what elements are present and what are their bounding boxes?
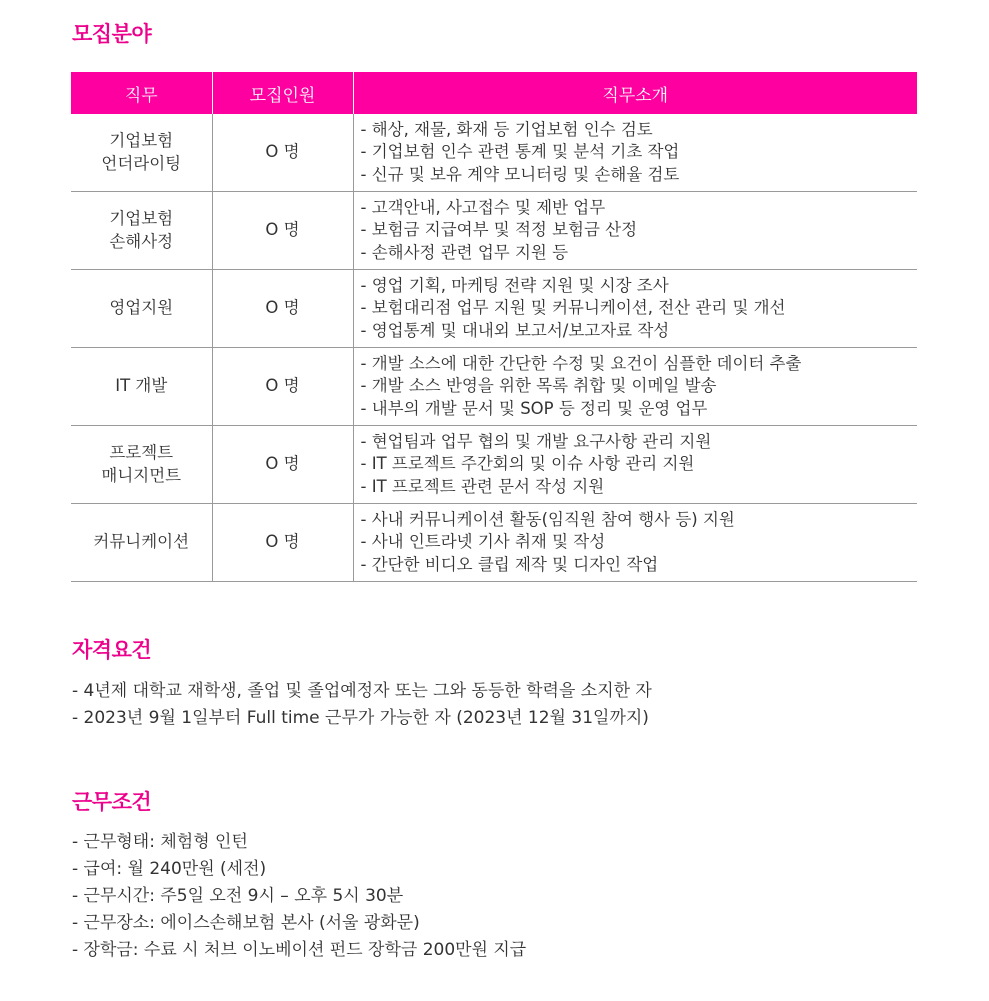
job-name-line: 프로젝트 (109, 443, 174, 462)
job-description-line: - 손해사정 관련 업무 지원 등 (360, 242, 569, 262)
table-header-row (71, 72, 917, 114)
job-description-line: - 영업 기획, 마케팅 전략 지원 및 시장 조사 (360, 275, 669, 295)
headcount-cell: O 명 (212, 426, 353, 504)
header-job: 직무 (71, 72, 212, 114)
job-name-line: 영업지원 (109, 298, 174, 318)
qualifications-list (72, 678, 652, 732)
job-name-line: 언더라이팅 (101, 153, 182, 173)
job-description-line: - 내부의 개발 문서 및 SOP 등 정리 및 운영 업무 (360, 398, 708, 418)
job-name-cell (71, 192, 212, 270)
job-description-line: - 보험대리점 업무 지원 및 커뮤니케이션, 전산 관리 및 개선 (360, 298, 786, 318)
table-row (71, 270, 917, 348)
list-item: - 근무형태: 체험형 인턴 (72, 832, 248, 852)
job-description-cell (353, 348, 917, 426)
job-description-line: - 해상, 재물, 화재 등 기업보험 인수 검토 (360, 119, 653, 139)
job-description-line: - IT 프로젝트 주간회의 및 이슈 사항 관리 지원 (360, 454, 695, 474)
job-description-line: - 영업통계 및 대내외 보고서/보고자료 작성 (360, 320, 670, 340)
job-description-line: - 개발 소스에 대한 간단한 수정 및 요건이 심플한 데이터 추출 (360, 353, 802, 373)
conditions-list (72, 829, 526, 964)
headcount-cell: O 명 (212, 348, 353, 426)
job-description-line: - 기업보험 인수 관련 통계 및 분석 기초 작업 (360, 142, 680, 162)
job-description-cell (353, 270, 917, 348)
job-description-cell (353, 426, 917, 504)
job-name-cell (71, 504, 212, 582)
conditions-section-title: 근무조건 (72, 790, 152, 814)
job-name-line: IT 개발 (115, 376, 168, 396)
job-description-line: - 신규 및 보유 계약 모니터링 및 손해율 검토 (360, 164, 680, 184)
list-item: - 2023년 9월 1일부터 Full time 근무가 가능한 자 (2023년 12월 31일까지) (72, 708, 649, 728)
job-name-cell (71, 114, 212, 192)
list-item: - 4년제 대학교 재학생, 졸업 및 졸업예정자 또는 그와 동등한 학력을 소지한 자 (72, 681, 652, 701)
table-row (71, 114, 917, 192)
job-name-cell (71, 426, 212, 504)
job-name-line: 기업보험 (109, 209, 174, 228)
table-row (71, 348, 917, 426)
job-description-cell (353, 192, 917, 270)
positions-section-title: 모집분야 (72, 22, 152, 46)
job-name-line: 커뮤니케이션 (93, 532, 190, 552)
list-item: - 근무시간: 주5일 오전 9시 – 오후 5시 30분 (72, 886, 404, 906)
header-headcount: 모집인원 (212, 72, 353, 114)
job-name-line: 손해사정 (109, 231, 174, 251)
job-description-line: - 개발 소스 반영을 위한 목록 취합 및 이메일 발송 (360, 376, 717, 396)
job-name-line: 기업보험 (109, 131, 174, 150)
headcount-cell: O 명 (212, 114, 353, 192)
list-item: - 급여: 월 240만원 (세전) (72, 859, 267, 879)
job-description-line: - 사내 커뮤니케이션 활동(임직원 참여 행사 등) 지원 (360, 509, 735, 529)
headcount-cell: O 명 (212, 504, 353, 582)
positions-table (71, 72, 917, 582)
job-description-cell (353, 504, 917, 582)
job-description-cell (353, 114, 917, 192)
job-description-line: - 현업팀과 업무 협의 및 개발 요구사항 관리 지원 (360, 431, 712, 451)
job-description-line: - 사내 인트라넷 기사 취재 및 작성 (360, 532, 606, 552)
job-description-line: - 보험금 지급여부 및 적정 보험금 산정 (360, 220, 638, 240)
list-item: - 장학금: 수료 시 처브 이노베이션 펀드 장학금 200만원 지급 (72, 940, 527, 960)
qualifications-section-title: 자격요건 (72, 638, 152, 662)
list-item: - 근무장소: 에이스손해보험 본사 (서울 광화문) (72, 913, 420, 933)
table-row (71, 426, 917, 504)
table-row (71, 504, 917, 582)
job-name-cell (71, 348, 212, 426)
headcount-cell: O 명 (212, 270, 353, 348)
table-row (71, 192, 917, 270)
job-description-line: - IT 프로젝트 관련 문서 작성 지원 (360, 476, 605, 496)
job-description-line: - 고객안내, 사고접수 및 제반 업무 (360, 197, 606, 217)
job-name-cell (71, 270, 212, 348)
headcount-cell: O 명 (212, 192, 353, 270)
job-name-line: 매니지먼트 (101, 465, 182, 485)
header-job-description: 직무소개 (353, 72, 917, 114)
job-description-line: - 간단한 비디오 클립 제작 및 디자인 작업 (360, 554, 659, 574)
